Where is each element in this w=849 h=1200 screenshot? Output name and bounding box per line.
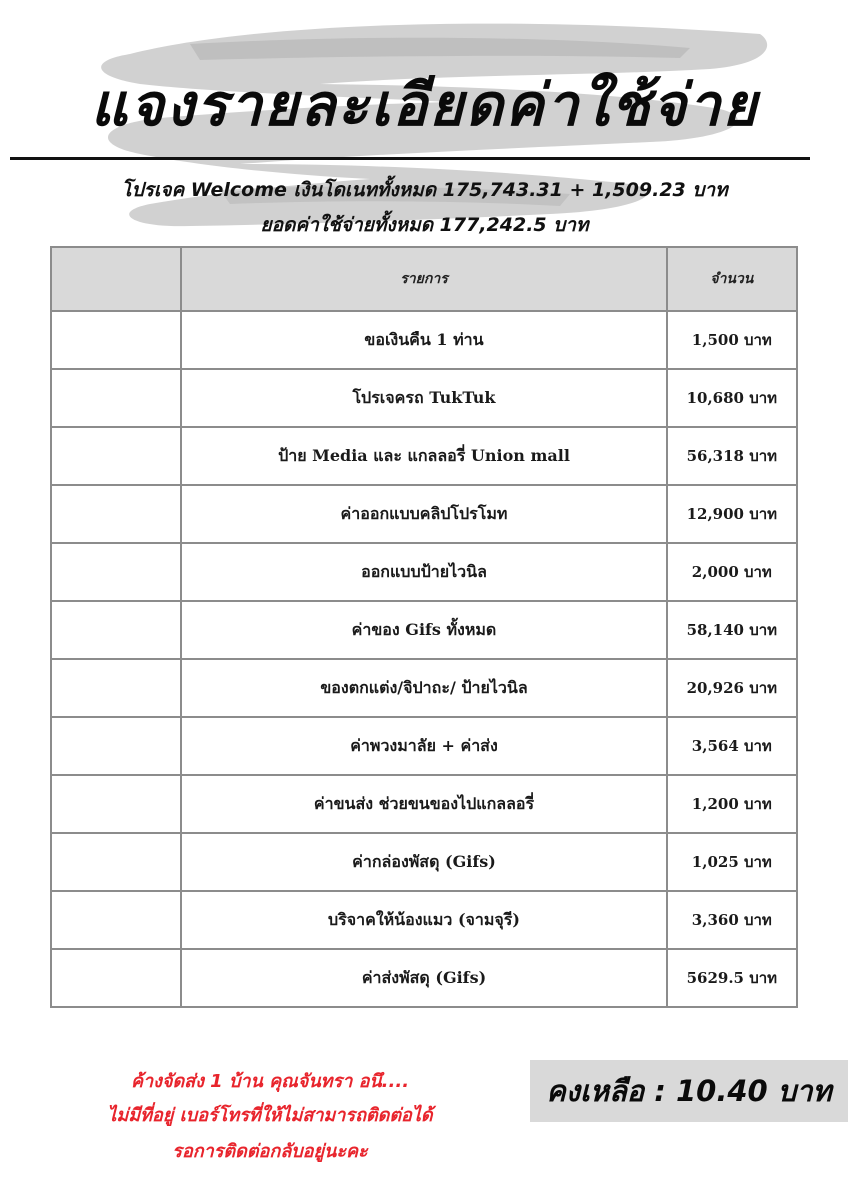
expense-table	[50, 246, 798, 1008]
table-row	[51, 601, 797, 659]
amount-cell: 3,564 บาท	[667, 717, 797, 775]
page-title: แจงรายละเอียดค่าใช้จ่าย	[90, 71, 759, 139]
table-row	[51, 427, 797, 485]
blank-cell	[51, 369, 181, 427]
item-cell: บริจาคให้น้องแมว (จามจุรี)	[181, 891, 666, 949]
amount-cell: 3,360 บาท	[667, 891, 797, 949]
item-cell: ค่าของ Gifs ทั้งหมด	[181, 601, 666, 659]
blank-cell	[51, 775, 181, 833]
balance-box	[530, 1060, 848, 1122]
blank-cell	[51, 427, 181, 485]
amount-cell: 1,500 บาท	[667, 311, 797, 369]
blank-cell	[51, 659, 181, 717]
table-row	[51, 659, 797, 717]
blank-cell	[51, 949, 181, 1007]
amount-cell: 20,926 บาท	[667, 659, 797, 717]
item-cell: ค่ากล่องพัสดุ (Gifs)	[181, 833, 666, 891]
item-cell: ของตกแต่ง/จิปาถะ/ ป้ายไวนิล	[181, 659, 666, 717]
blank-cell	[51, 485, 181, 543]
table-row	[51, 369, 797, 427]
item-cell: ออกแบบป้ายไวนิล	[181, 543, 666, 601]
table-row	[51, 311, 797, 369]
amount-cell: 1,200 บาท	[667, 775, 797, 833]
header-blank-cell	[51, 247, 181, 311]
amount-cell: 1,025 บาท	[667, 833, 797, 891]
amount-cell: 56,318 บาท	[667, 427, 797, 485]
header-item: รายการ	[181, 247, 666, 311]
blank-cell	[51, 891, 181, 949]
item-cell: โปรเจครถ TukTuk	[181, 369, 666, 427]
title-divider	[10, 157, 810, 160]
total-expense-summary: ยอดค่าใช้จ่ายทั้งหมด 177,242.5 บาท	[260, 214, 589, 236]
pending-delivery-note: ค้างจัดส่ง 1 บ้าน คุณจันทรา อนึ....	[130, 1071, 410, 1092]
table-row	[51, 949, 797, 1007]
table-row	[51, 485, 797, 543]
blank-cell	[51, 717, 181, 775]
table-row	[51, 543, 797, 601]
amount-cell: 5629.5 บาท	[667, 949, 797, 1007]
item-cell: ค่าส่งพัสดุ (Gifs)	[181, 949, 666, 1007]
table-row	[51, 891, 797, 949]
table-row	[51, 833, 797, 891]
item-cell: ค่าขนส่ง ช่วยขนของไปแกลลอรี่	[181, 775, 666, 833]
blank-cell	[51, 543, 181, 601]
item-cell: ค่าพวงมาลัย + ค่าส่ง	[181, 717, 666, 775]
table-header-row	[51, 247, 797, 311]
amount-cell: 12,900 บาท	[667, 485, 797, 543]
header-amount: จำนวน	[667, 247, 797, 311]
donation-summary: โปรเจค Welcome เงินโดเนททั้งหมด 175,743.31 + 1,509.23 บาท	[121, 179, 728, 201]
blank-cell	[51, 601, 181, 659]
balance-text: คงเหลือ : 10.40 บาท	[546, 1074, 832, 1108]
blank-cell	[51, 311, 181, 369]
amount-cell: 2,000 บาท	[667, 543, 797, 601]
item-cell: ขอเงินคืน 1 ท่าน	[181, 311, 666, 369]
item-cell: ค่าออกแบบคลิปโปรโมท	[181, 485, 666, 543]
no-address-note: ไม่มีที่อยู่ เบอร์โทรที่ให้ไม่สามารถติดต่อได้	[107, 1105, 433, 1126]
awaiting-contact-note: รอการติดต่อกลับอยู่นะคะ	[172, 1141, 368, 1162]
item-cell: ป้าย Media และ แกลลอรี่ Union mall	[181, 427, 666, 485]
table-row	[51, 717, 797, 775]
amount-cell: 10,680 บาท	[667, 369, 797, 427]
amount-cell: 58,140 บาท	[667, 601, 797, 659]
table-row	[51, 775, 797, 833]
blank-cell	[51, 833, 181, 891]
